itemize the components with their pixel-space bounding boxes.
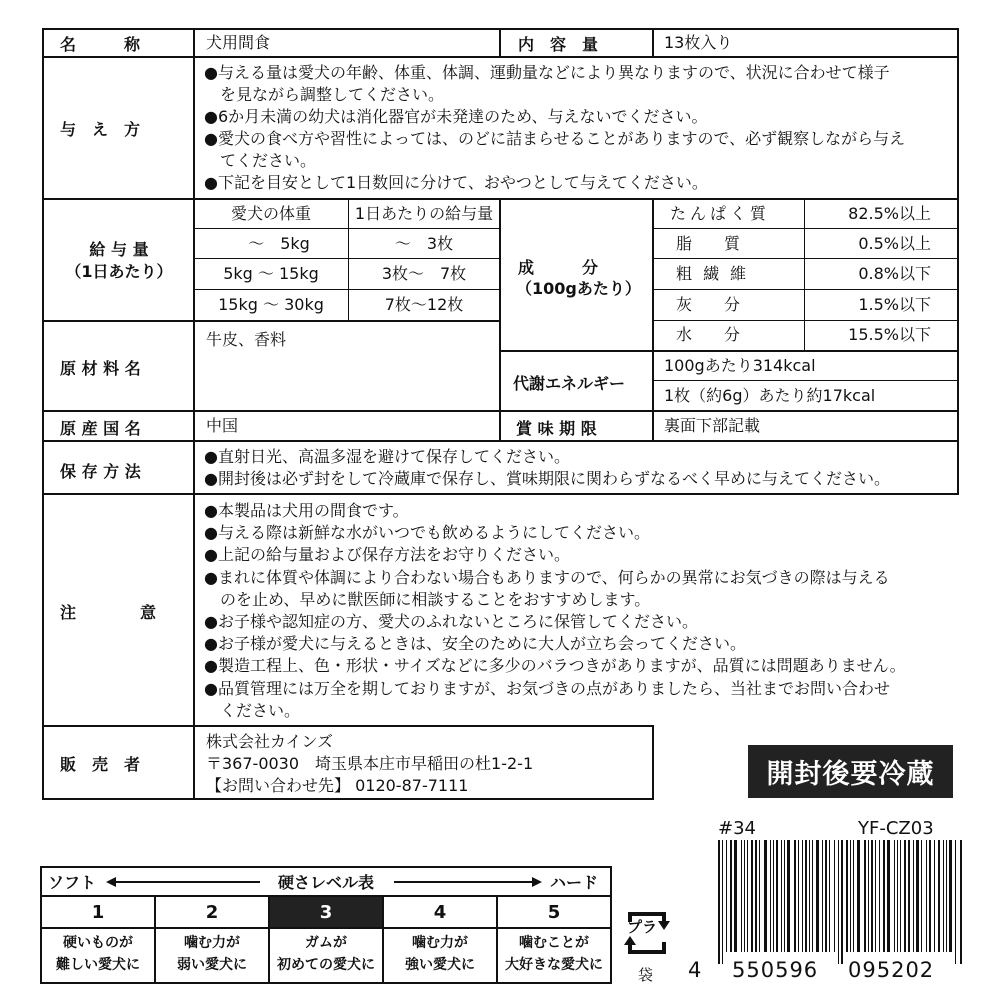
hardness-hard-label: ハード	[550, 873, 599, 892]
barcode-bar	[871, 840, 873, 952]
barcode-bar	[764, 840, 767, 952]
barcode-digits-right: 095202	[848, 958, 935, 982]
barcode-bar	[894, 840, 895, 952]
expiry-label: 賞 味 期 限	[516, 419, 597, 438]
barcode-digit-first: 4	[688, 958, 702, 982]
barcode-bar	[938, 840, 940, 952]
amount-label: 給 与 量	[89, 240, 149, 259]
barcode-bar	[751, 840, 753, 952]
hardness-desc-4: 噛む力が 強い愛犬に	[405, 935, 475, 973]
barcode-bar	[868, 840, 869, 952]
barcode-bar	[857, 840, 860, 952]
barcode-bar	[875, 840, 876, 952]
barcode-bar	[943, 840, 944, 952]
barcode-bar	[913, 840, 914, 952]
barcode-bar	[781, 840, 782, 952]
barcode-bar	[908, 840, 910, 952]
barcode-bar	[879, 840, 880, 952]
barcode-bar	[846, 840, 848, 952]
barcode-bar	[776, 840, 778, 952]
barcode-bar	[850, 840, 851, 952]
barcode-bar	[726, 840, 727, 952]
barcode-bar	[841, 840, 843, 964]
barcode-bar	[794, 840, 796, 952]
plastic-bag-label: 袋	[638, 966, 654, 984]
origin-label: 原 産 国 名	[60, 419, 141, 438]
barcode-bar	[897, 840, 898, 952]
caution-text: ●本製品は犬用の間食です。 ●与える際は新鮮な水がいつでも飲めるようにしてください。 ●上記の給与量および保存方法をお守りください。 ●まれに体質や体調により合わない場合もありますので、何らかの異常にお気づきの際は与える のを止め、早めに獣医師に相談することをおすすめします。 ●お子様や認知症の方、愛犬のふれないところに保管してください。 ●お子様が愛犬に与えるときは、安全のために大人が立ち会ってください。 ●製造工程上、色・形状・サイズなどに多少のバラつきがありますが、品質には問題ありません。 ●品質管理には万全を期しておりますが、お気づきの点がありましたら、当社までお問い合わせ ください。	[204, 501, 906, 720]
barcode-bar	[741, 840, 742, 952]
seller-text: 株式会社カインズ 〒367-0030 埼玉県本庄市早稲田の杜1-2-1 【お問い合わせ先】 0120-87-7111	[206, 732, 534, 795]
barcode-bar	[829, 840, 830, 952]
composition-name: 粗 繊 維	[676, 264, 750, 283]
barcode	[718, 840, 963, 960]
amount-row-count: 7枚〜12枚	[384, 295, 464, 314]
content-value: 13枚入り	[664, 33, 733, 52]
barcode-bar	[853, 840, 854, 952]
energy-per-100g: 100gあたり314kcal	[664, 356, 816, 375]
content-label: 内 容 量	[518, 35, 599, 54]
composition-value: 82.5%以上	[848, 204, 931, 223]
barcode-bar	[744, 840, 745, 952]
expiry-value: 裏面下部記載	[664, 416, 761, 435]
barcode-bar	[784, 840, 785, 952]
barcode-bar	[864, 840, 866, 952]
composition-label: 成 分	[518, 258, 599, 277]
composition-name: 水 分	[676, 325, 741, 344]
barcode-bar	[949, 840, 952, 952]
hardness-desc-3: ガムが 初めての愛犬に	[277, 935, 375, 973]
barcode-bar	[921, 840, 922, 952]
composition-name: 灰 分	[676, 295, 741, 314]
barcode-digits-left: 550596	[732, 958, 819, 982]
ingredients-label: 原 材 料 名	[60, 359, 141, 378]
barcode-bar	[812, 840, 813, 952]
amount-row-count: 〜 3枚	[394, 234, 454, 253]
name-label: 名 称	[60, 35, 141, 54]
composition-value: 15.5%以下	[848, 325, 931, 344]
barcode-bar	[798, 840, 799, 952]
amount-row-weight: 〜 5kg	[232, 234, 310, 253]
barcode-bar	[730, 840, 732, 952]
barcode-bar	[887, 840, 890, 952]
storage-text: ●直射日光、高温多湿を避けて保存してください。 ●開封後は必ず封をして冷蔵庫で保存し、賞味期限に関わらずなるべく早めに与えてください。	[204, 447, 890, 488]
barcode-bar	[904, 840, 906, 952]
origin-value: 中国	[206, 416, 239, 435]
barcode-bar	[734, 840, 737, 952]
hardness-desc-5: 噛むことが 大好きな愛犬に	[505, 935, 603, 973]
hardness-level-1: 1	[91, 901, 105, 923]
barcode-bar	[773, 840, 774, 952]
barcode-bar	[755, 840, 757, 952]
barcode-bar	[822, 840, 823, 952]
hardness-title: 硬さレベル表	[277, 873, 374, 892]
caution-label: 注 意	[60, 603, 157, 622]
plastic-mark-text: プラ	[627, 918, 658, 936]
barcode-bar	[759, 840, 760, 952]
barcode-bar	[834, 840, 835, 952]
barcode-bar	[900, 840, 901, 952]
hardness-desc-2: 噛む力が 弱い愛犬に	[177, 935, 247, 973]
ingredients-value: 牛皮、香料	[206, 330, 287, 349]
barcode-bar	[926, 840, 927, 952]
hardness-desc-1: 硬いものが 難しい愛犬に	[56, 935, 140, 973]
composition-name: たんぱく質	[670, 204, 771, 223]
barcode-bar	[722, 840, 723, 964]
feeding-label: 与 え 方	[60, 120, 141, 139]
energy-per-piece: 1枚（約6g）あたり約17kcal	[664, 386, 876, 405]
amount-sublabel: （1日あたり）	[65, 262, 173, 281]
barcode-bar	[718, 840, 720, 964]
energy-label: 代謝エネルギー	[513, 374, 626, 393]
hardness-level-3: 3	[319, 901, 333, 923]
amount-row-weight: 15kg 〜 30kg	[218, 295, 324, 314]
storage-label: 保 存 方 法	[60, 462, 141, 481]
barcode-bar	[770, 840, 771, 952]
barcode-bar	[787, 840, 790, 952]
hardness-soft-label: ソフト	[48, 873, 97, 892]
barcode-bar	[816, 840, 819, 952]
barcode-bar	[960, 840, 962, 964]
composition-value: 0.5%以上	[858, 234, 931, 253]
amount-header-per-day: 1日あたりの給与量	[354, 204, 494, 223]
composition-value: 0.8%以下	[858, 264, 931, 283]
barcode-bar	[747, 840, 748, 952]
product-code: YF-CZ03	[858, 818, 934, 839]
composition-value: 1.5%以下	[858, 295, 931, 314]
amount-header-weight: 愛犬の体重	[230, 204, 311, 223]
code-number: #34	[718, 818, 756, 839]
barcode-bar	[809, 840, 810, 952]
barcode-bar	[883, 840, 885, 952]
seller-label: 販 売 者	[60, 755, 141, 774]
barcode-bar	[825, 840, 827, 952]
barcode-bar	[955, 840, 956, 964]
hardness-level-2: 2	[205, 901, 219, 923]
composition-name: 脂 質	[676, 234, 741, 253]
barcode-bar	[934, 840, 935, 952]
feeding-text: ●与える量は愛犬の年齢、体重、体調、運動量などにより異なりますので、状況に合わせて様子 を見ながら調整してください。 ●6か月未満の幼犬は消化器官が未発達のため、与えないでください。 ●愛犬の食べ方や習性によっては、のどに詰まらせることがありますので、必ず観察しながら与え てください。 ●下記を目安として1日数回に分けて、おやつとして与えてください。	[204, 63, 906, 192]
barcode-bar	[802, 840, 803, 952]
barcode-bar	[805, 840, 807, 952]
barcode-bar	[946, 840, 947, 952]
name-value: 犬用間食	[206, 33, 271, 52]
composition-sublabel: （100gあたり）	[516, 279, 641, 298]
refrigerate-badge: 開封後要冷蔵	[748, 745, 953, 798]
hardness-level-5: 5	[547, 901, 561, 923]
barcode-bar	[838, 840, 839, 964]
barcode-bar	[929, 840, 931, 952]
hardness-level-4: 4	[433, 901, 447, 923]
amount-row-weight: 5kg 〜 15kg	[223, 264, 319, 283]
amount-row-count: 3枚〜 7枚	[381, 264, 467, 283]
barcode-bar	[916, 840, 919, 952]
